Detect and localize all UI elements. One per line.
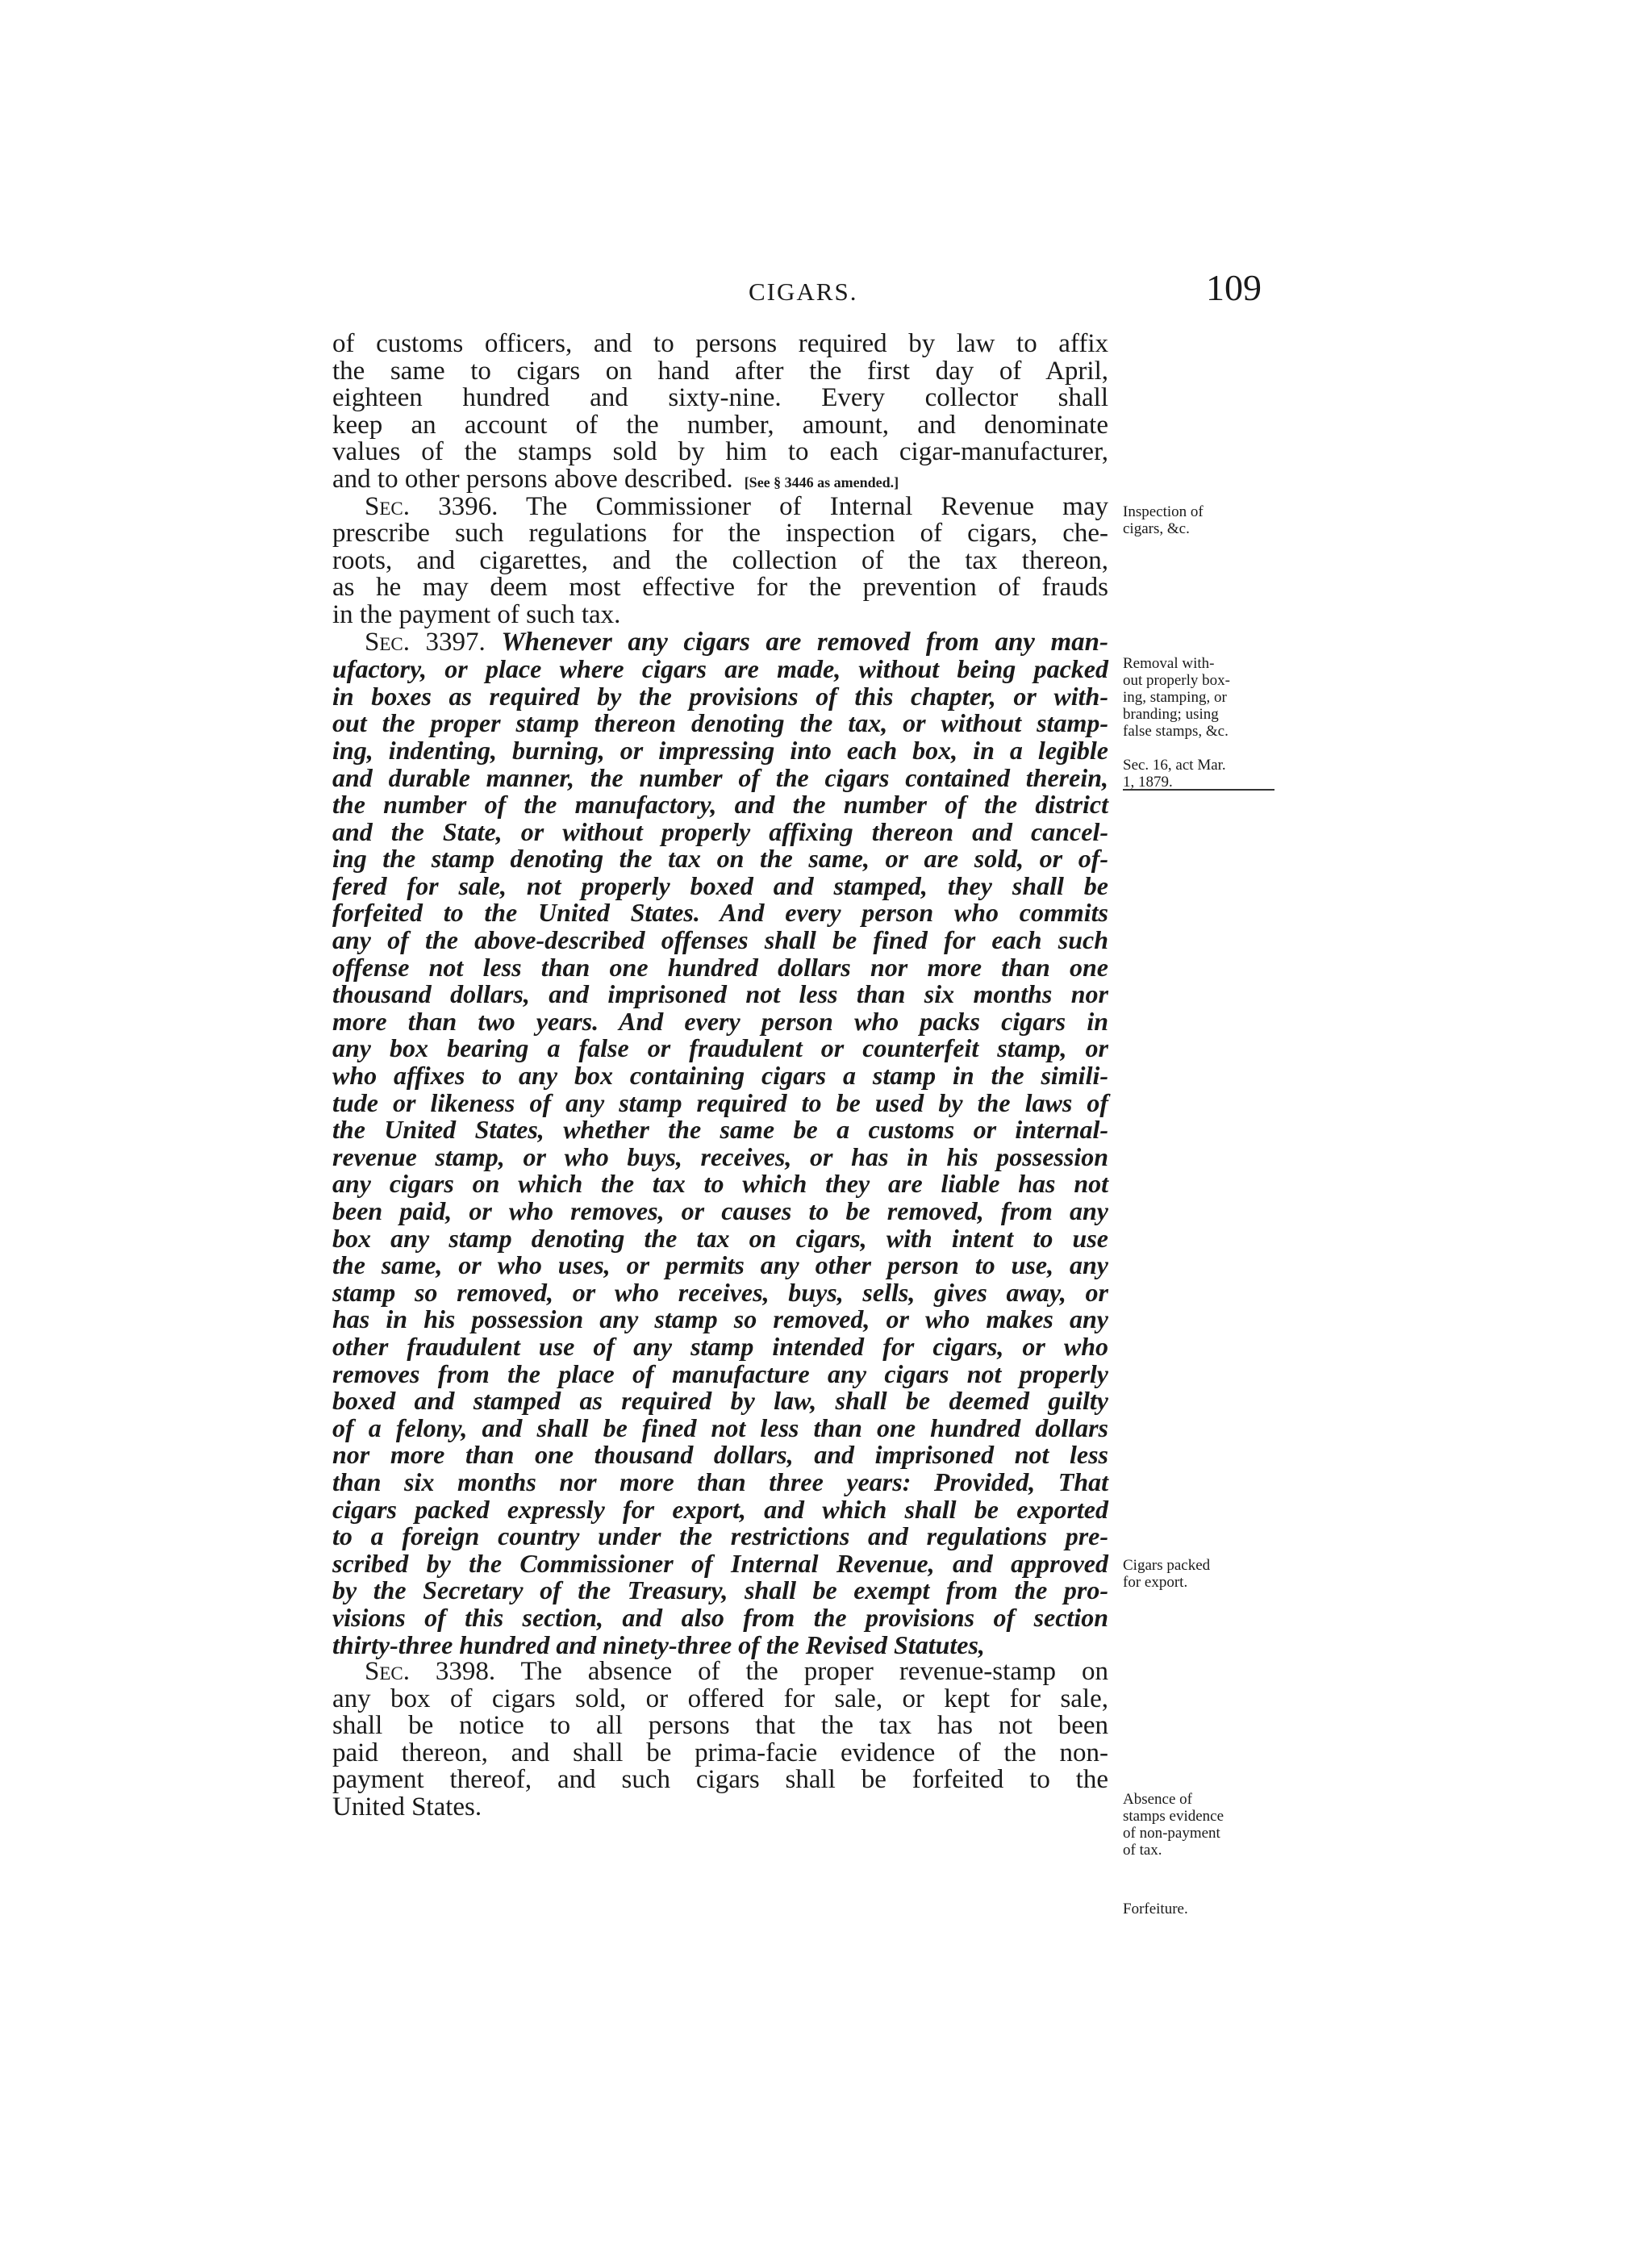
text-line: payment thereof, and such cigars shall be forfeited to the <box>332 1765 1108 1795</box>
text-line: other fraudulent use of any stamp intended for cigars, or who <box>332 1331 1108 1361</box>
section-3396-heading <box>332 491 1108 521</box>
margin-line: Cigars packed <box>1123 1557 1211 1574</box>
text-segment: Whenever any cigars are removed from any man- <box>501 627 1109 657</box>
margin-line: ing, stamping, or <box>1123 689 1227 706</box>
margin-note-forfeiture <box>1123 1901 1300 1917</box>
text-line: than six months nor more than three years: Provided, That <box>332 1467 1108 1496</box>
text-line: in the payment of such tax. <box>332 599 621 629</box>
margin-line: cigars, &c. <box>1123 520 1190 537</box>
text-line: paid thereon, and shall be prima-facie evidence of the non- <box>332 1738 1108 1767</box>
text-line: boxed and stamped as required by law, shall be deemed guilty <box>332 1386 1108 1416</box>
text-line: United States. <box>332 1792 482 1822</box>
text-line: removes from the place of manufacture any cigars not properly <box>332 1358 1108 1388</box>
text-line: offense not less than one hundred dollars nor more than one <box>332 952 1108 982</box>
section-number: 3397. <box>410 627 502 657</box>
text-line: eighteen hundred and sixty-nine. Every collector shall <box>332 383 1108 413</box>
text-line: by the Secretary of the Treasury, shall be exempt from the pro- <box>332 1575 1108 1605</box>
margin-line: Forfeiture. <box>1123 1901 1188 1917</box>
margin-line: of non-payment <box>1123 1825 1220 1842</box>
statute-text <box>332 331 1108 1821</box>
margin-line: Removal with- <box>1123 655 1215 672</box>
text-line: the United States, whether the same be a customs or internal- <box>332 1115 1108 1145</box>
text-line: revenue stamp, or who buys, receives, or has in his possession <box>332 1141 1108 1171</box>
text-line: the same, or who uses, or permits any other person to use, any <box>332 1250 1108 1280</box>
text-line: ing, indenting, burning, or impressing into each box, in a legible <box>332 735 1108 765</box>
text-line: fered for sale, not properly boxed and stamped, they shall be <box>332 870 1108 900</box>
section-3397-heading <box>332 629 1108 657</box>
text-line: in boxes as required by the provisions of this chapter, or with- <box>332 681 1108 711</box>
text-line: thirty-three hundred and ninety-three of the Revised Statutes, <box>332 1630 985 1659</box>
text-segment: 3398. The absence of the proper revenue-stamp on <box>410 1657 1108 1687</box>
margin-line: Absence of <box>1123 1791 1192 1808</box>
margin-note-absence <box>1123 1791 1300 1859</box>
text-line: forfeited to the United States. And every person who commits <box>332 898 1108 928</box>
margin-line: stamps evidence <box>1123 1808 1224 1825</box>
text-line: more than two years. And every person who packs cigars in <box>332 1006 1108 1036</box>
text-line: the same to cigars on hand after the first day of April, <box>332 356 1108 386</box>
text-line: ing the stamp denoting the tax on the same, or are sold, or of- <box>332 844 1108 874</box>
text-line: of customs officers, and to persons required by law to affix <box>332 329 1108 358</box>
text-line: the number of the manufactory, and the number of the district <box>332 790 1108 820</box>
page-header-title: CIGARS. <box>749 277 858 306</box>
text-line: who affixes to any box containing cigars a stamp in the simili- <box>332 1061 1108 1091</box>
text-segment: and to other persons above described. <box>332 464 733 494</box>
text-line: keep an account of the number, amount, and denominate <box>332 410 1108 440</box>
text-line: nor more than one thousand dollars, and imprisoned not less <box>332 1440 1108 1470</box>
text-line: and the State, or without properly affixing thereon and cancel- <box>332 816 1108 846</box>
text-line: any cigars on which the tax to which they are liable has not <box>332 1169 1108 1199</box>
text-line: scribed by the Commissioner of Internal Revenue, and approved <box>332 1548 1108 1578</box>
margin-line: 1, 1879. <box>1123 774 1173 791</box>
margin-line: out properly box- <box>1123 672 1230 689</box>
text-line: cigars packed expressly for export, and which shall be exported <box>332 1494 1108 1524</box>
margin-line: of tax. <box>1123 1842 1162 1859</box>
text-line: has in his possession any stamp so removed, or who makes any <box>332 1304 1108 1334</box>
text-line: as he may deem most effective for the prevention of frauds <box>332 573 1108 603</box>
text-line: any of the above-described offenses shall be fined for each such <box>332 925 1108 955</box>
text-line: to a foreign country under the restrictions and regulations pre- <box>332 1521 1108 1551</box>
margin-note-export <box>1123 1557 1300 1591</box>
text-line: of a felony, and shall be fined not less than one hundred dollars <box>332 1413 1108 1442</box>
margin-line: for export. <box>1123 1574 1188 1591</box>
text-line: values of the stamps sold by him to each cigar-manufacturer, <box>332 437 1108 467</box>
margin-line: Sec. 16, act Mar. <box>1123 757 1226 774</box>
margin-note-inspection <box>1123 503 1300 537</box>
text-line: visions of this section, and also from the provisions of section <box>332 1602 1108 1632</box>
text-line: and durable manner, the number of the cigars contained therein, <box>332 762 1108 792</box>
text-line: out the proper stamp thereon denoting the tax, or without stamp- <box>332 708 1108 738</box>
margin-note-removal <box>1123 655 1300 740</box>
text-line: any box of cigars sold, or offered for sale, or kept for sale, <box>332 1684 1108 1713</box>
text-line: prescribe such regulations for the inspection of cigars, che- <box>332 519 1108 549</box>
text-line: box any stamp denoting the tax on cigars, with intent to use <box>332 1223 1108 1253</box>
text-line: been paid, or who removes, or causes to be removed, from any <box>332 1196 1108 1225</box>
text-line: any box bearing a false or fraudulent or counterfeit stamp, or <box>332 1033 1108 1063</box>
text-line: ufactory, or place where cigars are made, without being packed <box>332 654 1108 684</box>
section-3397-lines <box>332 656 1108 1659</box>
text-line <box>332 466 1108 494</box>
section-label: Sec. <box>365 627 410 657</box>
text-line: tude or likeness of any stamp required to be used by the laws of <box>332 1087 1108 1117</box>
section-label: Sec. <box>365 491 410 521</box>
text-line: roots, and cigarettes, and the collection of the tax thereon, <box>332 545 1108 575</box>
text-line: shall be notice to all persons that the tax has not been <box>332 1711 1108 1741</box>
page-number: 109 <box>1206 267 1262 308</box>
margin-line: Inspection of <box>1123 503 1204 520</box>
section-label: Sec. <box>365 1657 410 1687</box>
section-3398-heading <box>332 1659 1108 1686</box>
text-segment: 3396. The Commissioner of Internal Revenue may <box>410 491 1108 521</box>
margin-note-source <box>1123 757 1300 791</box>
margin-line: branding; using <box>1123 706 1219 723</box>
margin-line: false stamps, &c. <box>1123 723 1229 740</box>
text-line: stamp so removed, or who receives, buys, sells, gives away, or <box>332 1277 1108 1307</box>
cross-reference: [See § 3446 as amended.] <box>744 474 899 490</box>
text-line: thousand dollars, and imprisoned not less than six months nor <box>332 979 1108 1009</box>
